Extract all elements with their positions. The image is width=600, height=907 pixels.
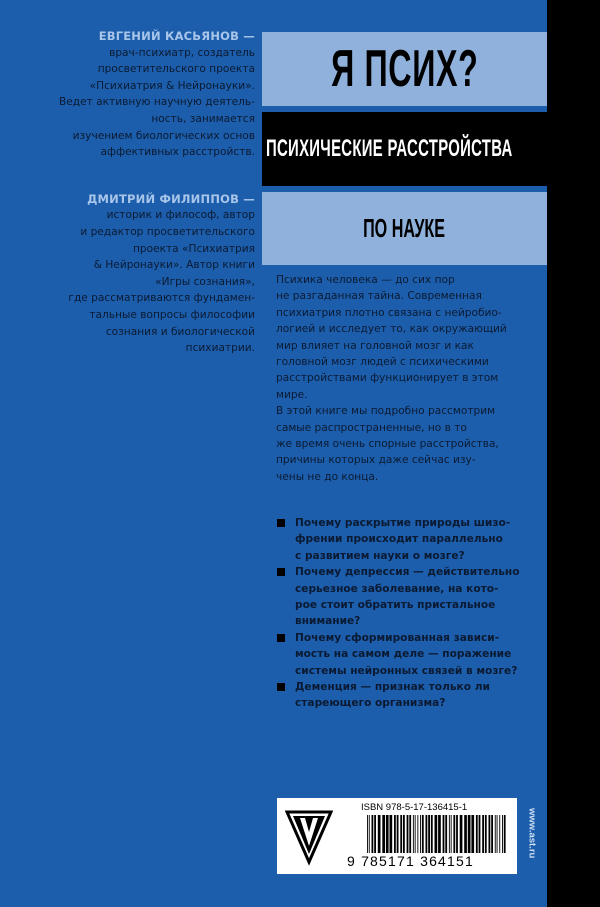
- barcode-bar: [499, 815, 500, 853]
- isbn-label: ISBN 978-5-17-136415-1: [361, 802, 468, 813]
- barcode-bar: [445, 815, 447, 853]
- book-description: [276, 272, 544, 485]
- description-line: мире.: [276, 388, 308, 401]
- author-bio-line: «Психиатрия & Нейронауки».: [89, 79, 255, 92]
- barcode-bar: [489, 815, 491, 853]
- barcode-bar: [415, 815, 416, 853]
- author-bio-line: проекта «Психиатрия: [132, 242, 255, 255]
- barcode-bar: [422, 815, 424, 853]
- author-bio-line: Ведет активную научную деятель-: [58, 96, 255, 109]
- barcode-bar: [504, 815, 506, 853]
- barcode-bar: [382, 815, 385, 853]
- barcode-bar: [479, 815, 481, 853]
- barcode-bar: [464, 815, 467, 853]
- barcode-bar: [413, 815, 414, 853]
- barcode-bar: [367, 815, 368, 853]
- description-line: головной мозг людей с психическими: [276, 356, 489, 369]
- barcode-bar: [409, 815, 411, 853]
- barcode-bar: [407, 815, 409, 853]
- barcode-bar: [394, 815, 396, 853]
- question-item: [276, 564, 544, 630]
- barcode-bar: [372, 815, 374, 853]
- question-list: [276, 515, 544, 712]
- author-bio-line: изучением биологических основ: [72, 129, 255, 142]
- book-tagline: ПО НАУКЕ: [363, 213, 446, 243]
- author-bio-line: ность, занимается: [151, 112, 255, 125]
- square-bullet-icon: [277, 634, 285, 642]
- barcode-bar: [497, 815, 498, 853]
- barcode-bar: [491, 815, 493, 853]
- author-bio-line: просветительского проекта: [97, 63, 255, 76]
- barcode-bar: [369, 815, 370, 853]
- author-bio-line: психиатрии.: [185, 342, 255, 355]
- description-line: Психика человека — до сих пор: [276, 274, 455, 286]
- barcode-bar: [435, 815, 438, 853]
- barcode-bar: [386, 815, 389, 853]
- author-bio-line: и редактор просветительского: [80, 225, 255, 238]
- question-line: мость на самом деле — поражение: [295, 648, 512, 661]
- question-line: системы нейронных связей в мозге?: [295, 664, 518, 677]
- barcode-bar: [428, 815, 430, 853]
- question-item: [276, 630, 544, 679]
- square-bullet-icon: [277, 519, 285, 527]
- barcode-bar: [400, 815, 402, 853]
- description-line: расстройствами функционирует в этом: [276, 372, 499, 385]
- publisher-website: www.ast.ru: [526, 808, 538, 859]
- barcode-bar: [374, 815, 376, 853]
- book-title: Я ПСИХ?: [330, 40, 479, 98]
- description-line: В этой книге мы подробно рассмотрим: [276, 405, 496, 418]
- author-kasyanov: [0, 28, 255, 161]
- barcode-bar: [460, 815, 463, 853]
- author-bio-line: «Игры сознания»,: [155, 275, 255, 288]
- question-line: Почему депрессия — действительно: [295, 566, 520, 579]
- barcode-bar: [482, 815, 484, 853]
- author-bio-line: где рассматриваются фундамен-: [68, 292, 255, 305]
- author-bio-line: сознания и биологической: [105, 325, 255, 338]
- author-bio-line: & Нейронауки». Автор книги: [93, 259, 255, 272]
- author-bio-line: врач-психиатр, создатель: [109, 46, 255, 59]
- author-bios: [0, 28, 255, 387]
- author-bio-line: историк и философ, автор: [106, 209, 255, 222]
- question-line: стареющего организма?: [295, 697, 446, 710]
- barcode-bar: [426, 815, 428, 853]
- barcode-box: [277, 798, 517, 874]
- barcode-bar: [417, 815, 418, 853]
- author-bio-line: тальные вопросы философии: [89, 308, 255, 321]
- barcode-bar: [502, 815, 503, 853]
- barcode-bar: [378, 815, 381, 853]
- description-line: логией и исследует то, как окружающий: [276, 323, 507, 336]
- barcode-bar: [471, 815, 474, 853]
- book-subtitle: ПСИХИЧЕСКИЕ РАССТРОЙСТВА: [266, 135, 513, 162]
- barcode-bar: [485, 815, 487, 853]
- barcode-bar: [451, 815, 452, 853]
- question-item: [276, 515, 544, 564]
- question-line: френии происходит параллельно: [295, 533, 503, 546]
- barcode-bar: [390, 815, 393, 853]
- description-line: же время очень спорные расстройства,: [276, 438, 499, 451]
- barcode-bar: [443, 815, 445, 853]
- author-bio-line: аффективных расстройств.: [100, 146, 255, 159]
- subtitle-band: [262, 112, 600, 186]
- barcode-bar: [397, 815, 399, 853]
- description-line: самые распространенные, но в то: [276, 421, 467, 434]
- author-name: ЕВГЕНИЙ КАСЬЯНОВ —: [98, 29, 255, 43]
- barcode-bar: [453, 815, 455, 853]
- author-filippov: [0, 191, 255, 357]
- description-line: психиатрия плотно связана с нейробио-: [276, 306, 502, 319]
- barcode-bar: [476, 815, 478, 853]
- barcode-bar: [420, 815, 421, 853]
- tagline-panel: [262, 192, 547, 265]
- triangle-v-logo-icon: [285, 808, 333, 866]
- square-bullet-icon: [277, 683, 285, 691]
- question-line: рое стоит обратить пристальное: [295, 599, 496, 612]
- barcode-bar: [468, 815, 471, 853]
- barcode-bar: [449, 815, 450, 853]
- question-line: с развитием науки о мозге?: [295, 549, 465, 562]
- description-line: чены не до конца.: [276, 470, 379, 483]
- question-line: серьезное заболевание, на кото-: [295, 582, 499, 595]
- barcode-bar: [456, 815, 458, 853]
- question-line: Почему сформированная зависи-: [295, 631, 500, 644]
- question-item: [276, 679, 544, 712]
- square-bullet-icon: [277, 568, 285, 576]
- barcode-bar: [403, 815, 405, 853]
- question-line: Почему раскрытие природы шизо-: [295, 517, 511, 529]
- question-line: внимание?: [295, 615, 361, 628]
- barcode-bar: [495, 815, 496, 853]
- question-line: Деменция — признак только ли: [295, 681, 490, 694]
- author-name: ДМИТРИЙ ФИЛИППОВ —: [87, 191, 255, 206]
- barcode-bar: [431, 815, 433, 853]
- description-line: не разгаданная тайна. Современная: [276, 290, 482, 303]
- description-line: мир влияет на головной мозг и как: [276, 339, 474, 352]
- barcode-bar: [438, 815, 441, 853]
- description-line: причины которых даже сейчас изу-: [276, 454, 476, 467]
- title-panel: [262, 32, 547, 106]
- barcode-digits: 9 785171 364151: [347, 853, 474, 869]
